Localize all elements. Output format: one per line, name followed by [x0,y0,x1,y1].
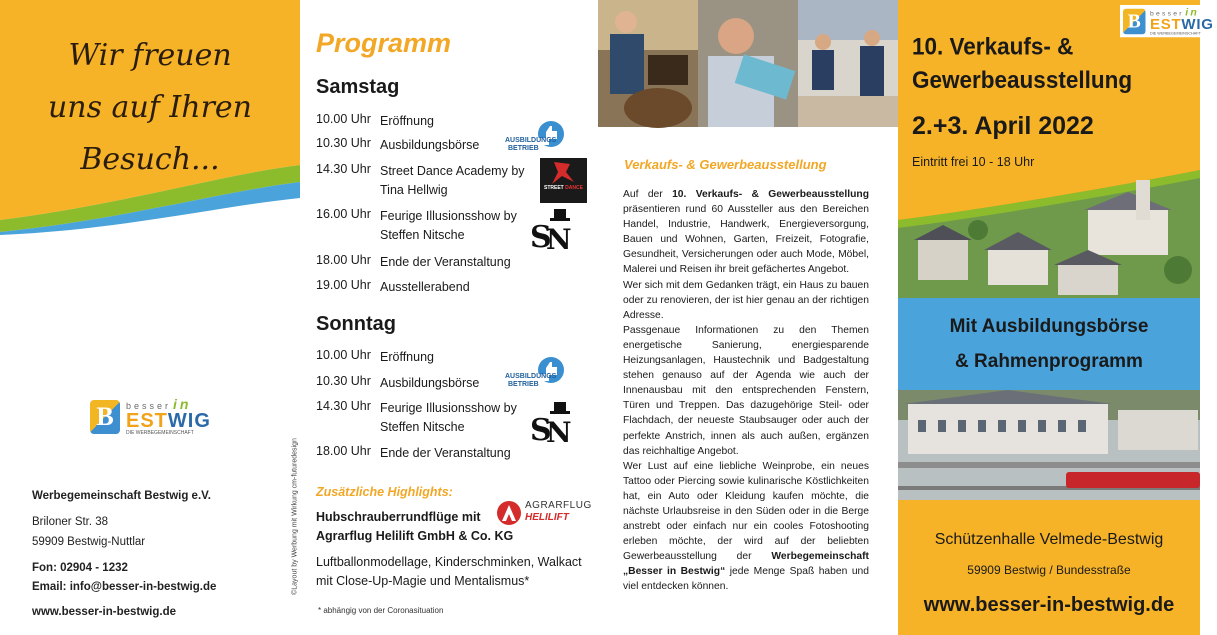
schedule-row [316,278,525,297]
cover-title-line-1: 10. Verkaufs- & [912,33,1074,60]
row-desc: Ausstellerabend [380,280,470,294]
welcome-script-line-1: Wir freuen [68,38,232,73]
sunday-heading: Sonntag [316,313,396,335]
info-paragraph-4 [623,459,869,595]
logo-b-mark: B [90,400,120,434]
row-time: 10.00 Uhr [316,348,371,362]
cover-website[interactable]: www.besser-in-bestwig.de [923,594,1175,616]
steffen-nitsche-logo [528,207,574,256]
training-fair-banner [898,298,1200,390]
badge-line-1: AUSBILDUNGS [505,137,557,144]
welcome-script-line-3: Besuch... [80,142,220,177]
footnote: * abhängig von der Coronasituation [318,606,444,615]
svg-text:N: N [546,416,572,449]
besser-in-bestwig-logo [90,397,211,436]
row-time: 14.30 Uhr [316,399,371,413]
org-city: 59909 Bestwig-Nuttlar [32,536,146,548]
cover-title [912,30,1192,97]
badge-line-2: BETRIEB [508,381,539,388]
info-paragraph-2: Wer sich mit dem Gedanken trägt, ein Haus zu bauen oder zu renovieren, der ist hier genau an der richtigen Adresse. [623,279,869,321]
logo-in: in [173,396,192,412]
row-desc: Eröffnung [380,350,434,364]
helilift-word: HELILIFT [525,512,569,523]
p4-org-name: Werbegemeinschaft „Besser in Bestwig“ [623,551,869,578]
extras-line-2: mit Close-Up-Magie und Mentalismus* [316,574,530,588]
photo-voucher-man [698,0,798,127]
heli-line-1: Hubschrauberrundflüge mit [316,510,481,524]
event-date: 2.+3. April 2022 [912,112,1094,140]
entry-info: Eintritt frei 10 - 18 Uhr [912,155,1035,169]
welcome-script-line-2: uns auf Ihren [47,90,252,125]
org-street: Briloner Str. 38 [32,516,109,528]
row-time: 18.00 Uhr [316,253,371,267]
schedule-row [316,374,525,393]
photo-workshop [798,0,898,127]
row-desc: Ausbildungsbörse [380,138,480,152]
banner-line-2: & Rahmenprogramm [955,351,1143,372]
p4-lead: Wer Lust auf eine liebliche Weinprobe, ein neues Tattoo oder Piercing sowie kulinarische Köstlichkeiten hat, ein Auto oder Kleidung kaufen möchte, die nächste Urlaubsreise in den Süden oder in die Berge anstrebt oder einfach nur ein cooles Fotoshooting erleben möchte, der wird auf der beliebten Gewerbeausstellung der [623,460,869,563]
logo-main-highlight: EST [1150,16,1182,33]
logo-subtitle: DIE WERBEGEMEINSCHAFT [126,430,194,436]
row-time: 19.00 Uhr [316,278,371,292]
row-time: 14.30 Uhr [316,162,371,176]
org-website[interactable]: www.besser-in-bestwig.de [32,606,176,618]
row-desc: Street Dance Academy by Tina Hellwig [380,164,525,197]
row-desc: Ende der Veranstaltung [380,255,511,269]
station-train-photo [898,390,1200,515]
logo-main-highlight: EST [126,410,168,432]
cover-title-line-2: Gewerbeausstellung [912,67,1133,94]
schedule-row [316,112,525,131]
town-aerial-photo [898,170,1200,305]
schedule-row [316,444,525,463]
ausbildungsbetrieb-badge [505,356,569,397]
extras-line-1: Luftballonmodellage, Kinderschminken, Walkact [316,555,582,569]
row-time: 10.30 Uhr [316,374,371,388]
banner-line-1: Mit Ausbildungsbörse [949,316,1149,337]
row-desc: Ausbildungsbörse [380,376,480,390]
logo-main-rest: WIG [1181,16,1214,33]
row-time: 18.00 Uhr [316,444,371,458]
org-phone: Fon: 02904 - 1232 [32,562,128,574]
info-paragraph-1 [623,187,869,278]
p4-rest: jede Menge Spaß haben und viel entdecken können. [623,566,869,593]
street-dance-word-1: STREET [544,185,564,191]
ausbildungsbetrieb-badge [505,120,569,161]
info-body [623,187,869,595]
row-desc: Feurige Illusionsshow by Steffen Nitsche [380,401,517,434]
logo-main-rest: WIG [167,410,211,432]
agrarflug-helilift-logo [496,498,596,528]
program-panel [300,0,598,635]
schedule-row [316,162,540,200]
heli-line-2: Agrarflug Helilift GmbH & Co. KG [316,529,514,543]
info-heading: Verkaufs- & Gewerbeausstellung [624,157,827,172]
top-hat-monogram-icon [528,207,574,256]
p1-event-name: 10. Verkaufs- & Gewerbeausstellung [672,189,870,200]
photo-wine-vendor [598,0,698,127]
top-hat-monogram-icon [528,400,574,449]
row-desc: Feurige Illusionsshow by Steffen Nitsche [380,209,517,242]
layout-credit [285,415,299,625]
logo-subtitle: DIE WERBEGEMEINSCHAFT [1150,31,1201,36]
info-panel [598,0,898,635]
program-title: Programm [316,28,452,58]
schedule-row [316,136,525,155]
dancer-icon [540,158,587,188]
back-panel [0,0,300,635]
schedule-row [316,253,525,272]
org-name: Werbegemeinschaft Bestwig e.V. [32,490,211,502]
info-paragraph-3: Passgenaue Informationen zu den Themen energetische Sanierung, energiesparende Heizungsanlagen, Haustechnik und Badgestaltung stehen genauso auf der Agenda wie auch der Innenausbau mit den entsprechenden Fenstern, Türen und Treppen. Das dazugehörige Steil- oder Flachdach, der neueste Staubsauger oder auch der perfekte Anstrich, innen als auch außen, ergänzen das reichhaltige Angebot. [623,324,869,457]
row-time: 16.00 Uhr [316,207,371,221]
logo-in: in [1185,5,1200,18]
street-dance-logo [540,158,587,203]
schedule-row [316,348,525,367]
venue-address: 59909 Bestwig / Bundesstraße [967,563,1131,577]
svg-text:S: S [530,413,552,448]
badge-line-1: AUSBILDUNGS [505,373,557,380]
venue-name: Schützenhalle Velmede-Bestwig [934,531,1164,548]
layout-credit-text: ©Layout by Werbung mit Wirkung cm-futuredesign [291,438,299,595]
street-dance-word-2: DANCE [565,185,583,191]
cover-panel [898,0,1214,635]
logo-b-mark: B [1123,8,1146,34]
svg-text:N: N [546,223,572,256]
helicopter-a-icon [496,500,522,526]
p1-rest: präsentieren rund 60 Aussteller aus den Bereichen Handel, Industrie, Handwerk, Energieversorgung, Bauen und Wohnen, Garten, Freizeit, Fotografie, Gesundheit, Versicherungen oder auch Mode, Möbel, Malerei und Reisen ihr breit gefächertes Angebot. [623,204,869,276]
badge-line-2: BETRIEB [508,145,539,152]
svg-text:S: S [530,220,552,255]
row-desc: Eröffnung [380,114,434,128]
highlights-title: Zusätzliche Highlights: [316,485,453,499]
row-time: 10.00 Uhr [316,112,371,126]
logo-prefix: besser [1150,9,1184,17]
logo-prefix: besser [126,401,172,411]
agrar-word: AGRARFLUG [525,500,592,511]
schedule-row [316,399,525,437]
p1-lead: Auf der [623,189,673,200]
org-email[interactable]: Email: info@besser-in-bestwig.de [32,581,217,593]
schedule-row [316,207,525,245]
saturday-heading: Samstag [316,76,400,98]
row-desc: Ende der Veranstaltung [380,446,511,460]
steffen-nitsche-logo [528,400,574,449]
row-time: 10.30 Uhr [316,136,371,150]
